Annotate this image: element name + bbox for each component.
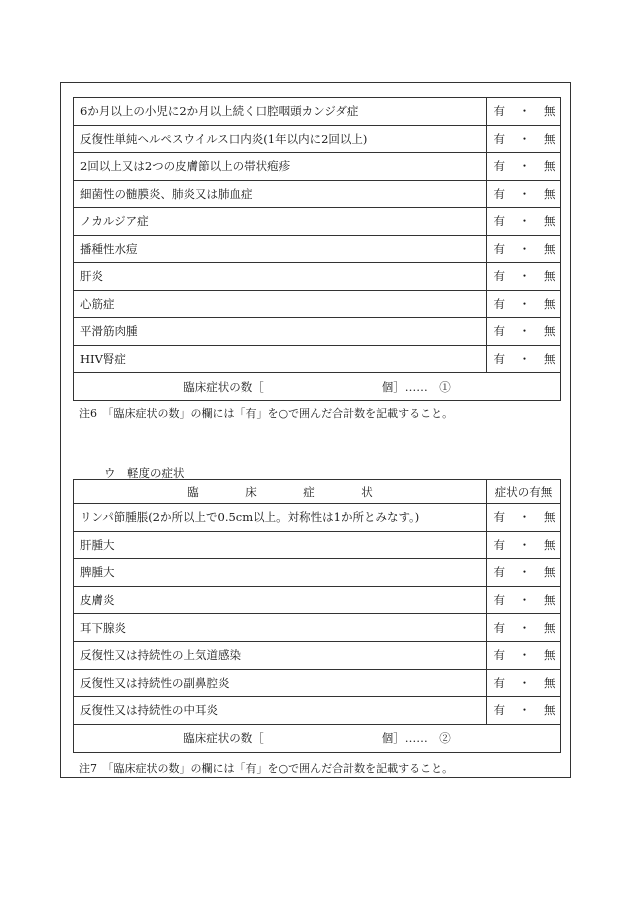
symptom-label: 脾腫大 <box>74 559 487 587</box>
yes-option[interactable]: 有 <box>493 324 505 339</box>
symptom-label: リンパ節腫脹(2か所以上で0.5cm以上。対称性は1か所とみなす。) <box>74 504 487 532</box>
presence-choice[interactable] <box>487 669 561 697</box>
table-row <box>74 669 561 697</box>
yes-option[interactable]: 有 <box>493 510 505 525</box>
presence-choice[interactable] <box>487 263 561 291</box>
presence-choice[interactable] <box>487 290 561 318</box>
yes-option[interactable]: 有 <box>493 159 505 174</box>
table-row <box>74 98 561 126</box>
presence-choice[interactable] <box>487 318 561 346</box>
symptom-label: 6か月以上の小児に2か月以上続く口腔咽頭カンジダ症 <box>74 98 487 126</box>
separator-dot: ・ <box>518 104 531 119</box>
table-row <box>74 235 561 263</box>
no-option[interactable]: 無 <box>544 324 556 339</box>
presence-choice[interactable] <box>487 208 561 236</box>
separator-dot: ・ <box>518 159 531 174</box>
symptom-label: ノカルジア症 <box>74 208 487 236</box>
presence-choice[interactable] <box>487 153 561 181</box>
table-header-row <box>74 480 561 504</box>
no-option[interactable]: 無 <box>544 104 556 119</box>
no-option[interactable]: 無 <box>544 131 556 146</box>
table-row <box>74 125 561 153</box>
no-option[interactable]: 無 <box>544 593 556 608</box>
symptom-label: 肝腫大 <box>74 531 487 559</box>
yes-option[interactable]: 有 <box>493 214 505 229</box>
note-6: 注6 「臨床症状の数」の欄には「有」を○で囲んだ合計数を記載すること。 <box>79 407 454 420</box>
presence-choice[interactable] <box>487 614 561 642</box>
symptom-label: 肝炎 <box>74 263 487 291</box>
table-row <box>74 586 561 614</box>
symptom-label: 播種性水痘 <box>74 235 487 263</box>
no-option[interactable]: 無 <box>544 703 556 718</box>
presence-choice[interactable] <box>487 697 561 725</box>
no-option[interactable]: 無 <box>544 159 556 174</box>
separator-dot: ・ <box>518 131 531 146</box>
presence-choice[interactable] <box>487 559 561 587</box>
yes-option[interactable]: 有 <box>493 703 505 718</box>
separator-dot: ・ <box>518 351 531 366</box>
yes-option[interactable]: 有 <box>493 351 505 366</box>
presence-choice[interactable] <box>487 125 561 153</box>
yes-option[interactable]: 有 <box>493 675 505 690</box>
separator-dot: ・ <box>518 620 531 635</box>
yes-option[interactable]: 有 <box>493 620 505 635</box>
yes-option[interactable]: 有 <box>493 241 505 256</box>
table-row <box>74 290 561 318</box>
separator-dot: ・ <box>518 537 531 552</box>
no-option[interactable]: 無 <box>544 620 556 635</box>
presence-choice[interactable] <box>487 98 561 126</box>
table-row <box>74 697 561 725</box>
yes-option[interactable]: 有 <box>493 104 505 119</box>
no-option[interactable]: 無 <box>544 241 556 256</box>
separator-dot: ・ <box>518 269 531 284</box>
symptom-count-cell <box>74 724 561 752</box>
table-row <box>74 641 561 669</box>
count-tail: 個］…… ② <box>381 731 451 746</box>
yes-option[interactable]: 有 <box>493 269 505 284</box>
no-option[interactable]: 無 <box>544 648 556 663</box>
symptom-label: 反復性単純ヘルペスウイルス口内炎(1年以内に2回以上) <box>74 125 487 153</box>
presence-choice[interactable] <box>487 586 561 614</box>
count-label: 臨床症状の数［ <box>183 731 264 746</box>
note-7: 注7 「臨床症状の数」の欄には「有」を○で囲んだ合計数を記載すること。 <box>79 762 454 775</box>
symptom-label: 細菌性の髄膜炎、肺炎又は肺血症 <box>74 180 487 208</box>
table-row <box>74 153 561 181</box>
separator-dot: ・ <box>518 675 531 690</box>
presence-choice[interactable] <box>487 235 561 263</box>
count-row <box>74 373 561 401</box>
table-row <box>74 345 561 373</box>
separator-dot: ・ <box>518 296 531 311</box>
table-row <box>74 208 561 236</box>
table-row <box>74 531 561 559</box>
no-option[interactable]: 無 <box>544 214 556 229</box>
presence-header: 症状の有無 <box>487 480 561 504</box>
table-row <box>74 263 561 291</box>
table-row <box>74 559 561 587</box>
separator-dot: ・ <box>518 703 531 718</box>
no-option[interactable]: 無 <box>544 510 556 525</box>
symptom-label: 平滑筋肉腫 <box>74 318 487 346</box>
presence-choice[interactable] <box>487 641 561 669</box>
symptom-label: 反復性又は持続性の上気道感染 <box>74 641 487 669</box>
yes-option[interactable]: 有 <box>493 593 505 608</box>
separator-dot: ・ <box>518 324 531 339</box>
separator-dot: ・ <box>518 648 531 663</box>
section-title-mild-symptoms: ウ 軽度の症状 <box>104 466 185 480</box>
yes-option[interactable]: 有 <box>493 296 505 311</box>
separator-dot: ・ <box>518 186 531 201</box>
symptom-label: HIV腎症 <box>74 345 487 373</box>
separator-dot: ・ <box>518 214 531 229</box>
table-row <box>74 504 561 532</box>
presence-choice[interactable] <box>487 531 561 559</box>
yes-option[interactable]: 有 <box>493 565 505 580</box>
count-row <box>74 724 561 752</box>
symptom-label: 心筋症 <box>74 290 487 318</box>
separator-dot: ・ <box>518 593 531 608</box>
presence-choice[interactable] <box>487 504 561 532</box>
table-row <box>74 614 561 642</box>
symptom-label: 2回以上又は2つの皮膚節以上の帯状疱疹 <box>74 153 487 181</box>
symptom-label: 耳下腺炎 <box>74 614 487 642</box>
separator-dot: ・ <box>518 565 531 580</box>
no-option[interactable]: 無 <box>544 537 556 552</box>
presence-choice[interactable] <box>487 180 561 208</box>
separator-dot: ・ <box>518 241 531 256</box>
no-option[interactable]: 無 <box>544 351 556 366</box>
yes-option[interactable]: 有 <box>493 186 505 201</box>
symptom-label: 反復性又は持続性の副鼻腔炎 <box>74 669 487 697</box>
count-label: 臨床症状の数［ <box>183 379 264 394</box>
table-row <box>74 180 561 208</box>
clinical-symptoms-header: 臨 床 症 状 <box>74 480 487 504</box>
yes-option[interactable]: 有 <box>493 131 505 146</box>
no-option[interactable]: 無 <box>544 675 556 690</box>
no-option[interactable]: 無 <box>544 186 556 201</box>
no-option[interactable]: 無 <box>544 565 556 580</box>
symptom-label: 皮膚炎 <box>74 586 487 614</box>
yes-option[interactable]: 有 <box>493 537 505 552</box>
count-tail: 個］…… ① <box>381 379 451 394</box>
presence-choice[interactable] <box>487 345 561 373</box>
separator-dot: ・ <box>518 510 531 525</box>
symptom-table-1 <box>73 97 561 401</box>
table-row <box>74 318 561 346</box>
symptom-table-2 <box>73 479 561 753</box>
no-option[interactable]: 無 <box>544 269 556 284</box>
symptom-count-cell <box>74 373 561 401</box>
yes-option[interactable]: 有 <box>493 648 505 663</box>
no-option[interactable]: 無 <box>544 296 556 311</box>
symptom-label: 反復性又は持続性の中耳炎 <box>74 697 487 725</box>
